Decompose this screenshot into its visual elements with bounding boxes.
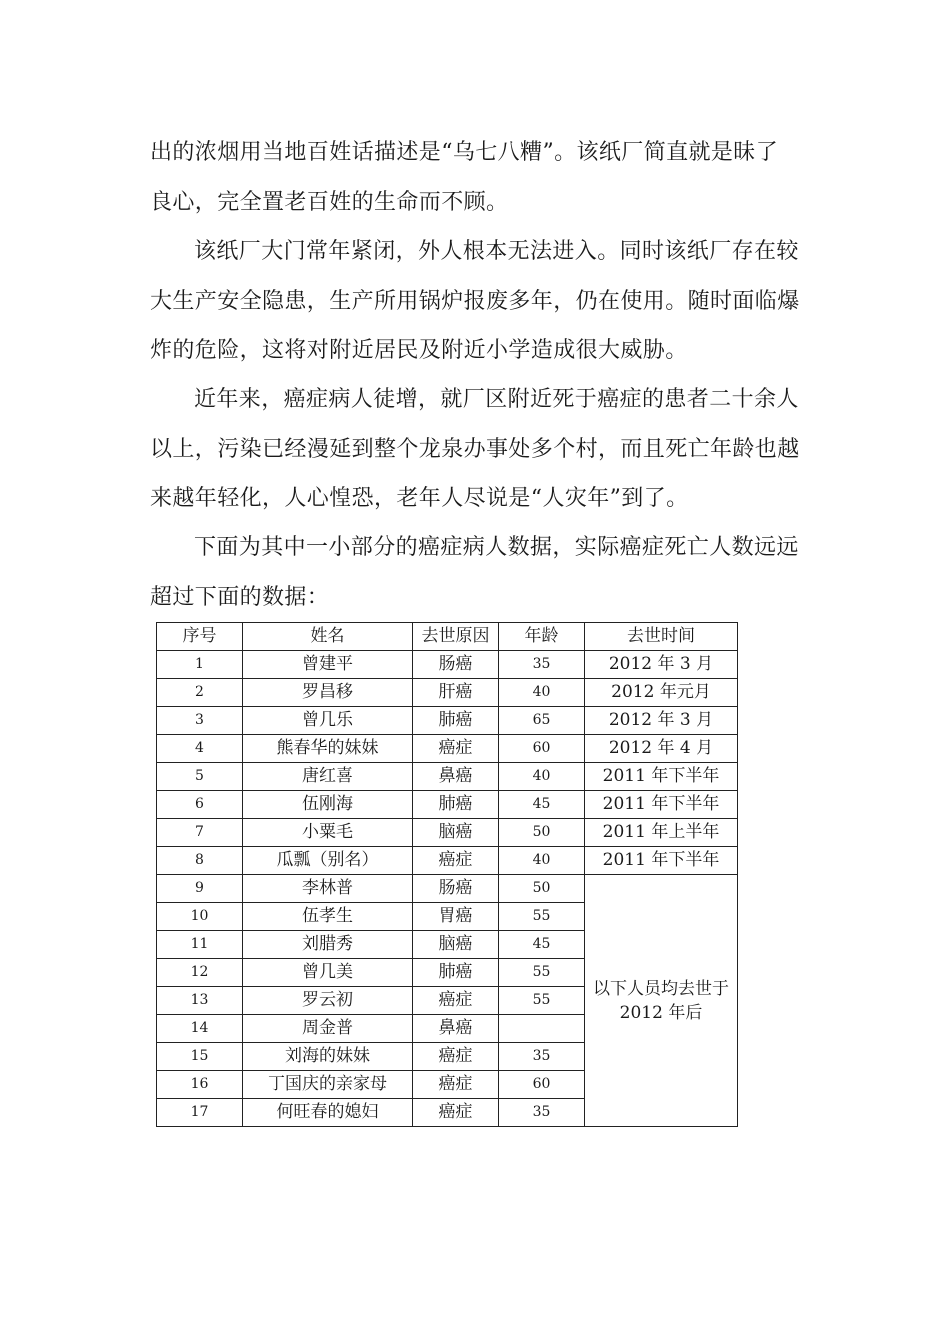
paragraph-cancer-cases: 近年来，癌症病人徒增，就厂区附近死于癌症的患者二十余人以上，污染已经漫延到整个龙泉办事处多个村，而且死亡年龄也越来越年轻化，人心惶恐，老年人尽说是“人灾年”到了。 xyxy=(150,387,800,511)
cell-serial: 15 xyxy=(157,1043,243,1071)
cell-name: 何旺春的媳妇 xyxy=(243,1099,413,1127)
cell-cause: 鼻癌 xyxy=(413,1015,499,1043)
cell-serial: 11 xyxy=(157,931,243,959)
cell-name: 唐红喜 xyxy=(243,763,413,791)
cell-age: 45 xyxy=(499,931,585,959)
cell-age: 55 xyxy=(499,987,585,1015)
cell-serial: 9 xyxy=(157,875,243,903)
cell-time: 2012 年 4 月 xyxy=(585,735,738,763)
cell-serial: 4 xyxy=(157,735,243,763)
cell-time: 2012 年 3 月 xyxy=(585,651,738,679)
cell-age xyxy=(499,1015,585,1043)
cell-serial: 8 xyxy=(157,847,243,875)
cell-cause: 胃癌 xyxy=(413,903,499,931)
cell-serial: 5 xyxy=(157,763,243,791)
cell-serial: 12 xyxy=(157,959,243,987)
table-row xyxy=(157,847,738,875)
paragraph-factory-safety: 该纸厂大门常年紧闭，外人根本无法进入。同时该纸厂存在较大生产安全隐患，生产所用锅炉报废多年，仍在使用。随时面临爆炸的危险，这将对附近居民及附近小学造成很大威胁。 xyxy=(150,239,800,363)
cell-name: 周金普 xyxy=(243,1015,413,1043)
header-age: 年龄 xyxy=(499,623,585,651)
cell-age: 35 xyxy=(499,1043,585,1071)
cell-age: 60 xyxy=(499,1071,585,1099)
cell-time: 2012 年 3 月 xyxy=(585,707,738,735)
cell-cause: 鼻癌 xyxy=(413,763,499,791)
cell-name: 刘腊秀 xyxy=(243,931,413,959)
cell-cause: 癌症 xyxy=(413,1071,499,1099)
header-time: 去世时间 xyxy=(585,623,738,651)
table-row xyxy=(157,819,738,847)
cell-age: 45 xyxy=(499,791,585,819)
cell-serial: 3 xyxy=(157,707,243,735)
cell-age: 50 xyxy=(499,819,585,847)
cell-name: 瓜瓢（别名） xyxy=(243,847,413,875)
cell-cause: 癌症 xyxy=(413,987,499,1015)
cell-cause: 肝癌 xyxy=(413,679,499,707)
cell-serial: 17 xyxy=(157,1099,243,1127)
paragraph-table-intro: 下面为其中一小部分的癌症病人数据，实际癌症死亡人数远远超过下面的数据： xyxy=(150,535,799,610)
cell-serial: 2 xyxy=(157,679,243,707)
cell-name: 熊春华的妹妹 xyxy=(243,735,413,763)
cell-cause: 肺癌 xyxy=(413,707,499,735)
cell-serial: 13 xyxy=(157,987,243,1015)
table-header-row xyxy=(157,623,738,651)
cell-age: 35 xyxy=(499,651,585,679)
header-name: 姓名 xyxy=(243,623,413,651)
cell-name: 李林普 xyxy=(243,875,413,903)
cell-serial: 1 xyxy=(157,651,243,679)
cell-age: 55 xyxy=(499,959,585,987)
cell-time: 2012 年元月 xyxy=(585,679,738,707)
header-serial: 序号 xyxy=(157,623,243,651)
table-row xyxy=(157,679,738,707)
cell-age: 60 xyxy=(499,735,585,763)
cell-age: 55 xyxy=(499,903,585,931)
cell-serial: 14 xyxy=(157,1015,243,1043)
cell-name: 丁国庆的亲家母 xyxy=(243,1071,413,1099)
cell-serial: 6 xyxy=(157,791,243,819)
table-row xyxy=(157,707,738,735)
cell-serial: 7 xyxy=(157,819,243,847)
cell-age: 40 xyxy=(499,763,585,791)
cell-time: 2011 年下半年 xyxy=(585,791,738,819)
cell-name: 曾建平 xyxy=(243,651,413,679)
cell-name: 罗云初 xyxy=(243,987,413,1015)
cell-name: 曾几乐 xyxy=(243,707,413,735)
cell-age: 65 xyxy=(499,707,585,735)
cell-serial: 16 xyxy=(157,1071,243,1099)
table-row xyxy=(157,791,738,819)
cell-cause: 肺癌 xyxy=(413,959,499,987)
cell-name: 伍孝生 xyxy=(243,903,413,931)
cell-cause: 肠癌 xyxy=(413,875,499,903)
table-row xyxy=(157,763,738,791)
paragraph-continuation: 出的浓烟用当地百姓话描述是“乌七八糟”。该纸厂简直就是昧了良心，完全置老百姓的生命而不顾。 xyxy=(150,140,779,215)
cell-cause: 肺癌 xyxy=(413,791,499,819)
cell-name: 曾几美 xyxy=(243,959,413,987)
cell-name: 罗昌移 xyxy=(243,679,413,707)
cell-name: 伍刚海 xyxy=(243,791,413,819)
cell-age: 40 xyxy=(499,847,585,875)
table-row xyxy=(157,735,738,763)
cell-cause: 癌症 xyxy=(413,1099,499,1127)
merged-time-note: 以下人员均去世于 2012 年后 xyxy=(585,875,738,1127)
table-row xyxy=(157,875,738,903)
cell-age: 35 xyxy=(499,1099,585,1127)
cell-cause: 癌症 xyxy=(413,1043,499,1071)
cell-cause: 癌症 xyxy=(413,735,499,763)
cell-time: 2011 年上半年 xyxy=(585,819,738,847)
cell-cause: 脑癌 xyxy=(413,931,499,959)
cell-time: 2011 年下半年 xyxy=(585,847,738,875)
cell-name: 小粟毛 xyxy=(243,819,413,847)
cell-age: 40 xyxy=(499,679,585,707)
cell-time: 2011 年下半年 xyxy=(585,763,738,791)
cell-age: 50 xyxy=(499,875,585,903)
cell-cause: 肠癌 xyxy=(413,651,499,679)
cancer-patients-table xyxy=(156,622,738,1127)
header-cause: 去世原因 xyxy=(413,623,499,651)
cell-name: 刘海的妹妹 xyxy=(243,1043,413,1071)
cell-cause: 癌症 xyxy=(413,847,499,875)
table-row xyxy=(157,651,738,679)
cell-cause: 脑癌 xyxy=(413,819,499,847)
cell-serial: 10 xyxy=(157,903,243,931)
